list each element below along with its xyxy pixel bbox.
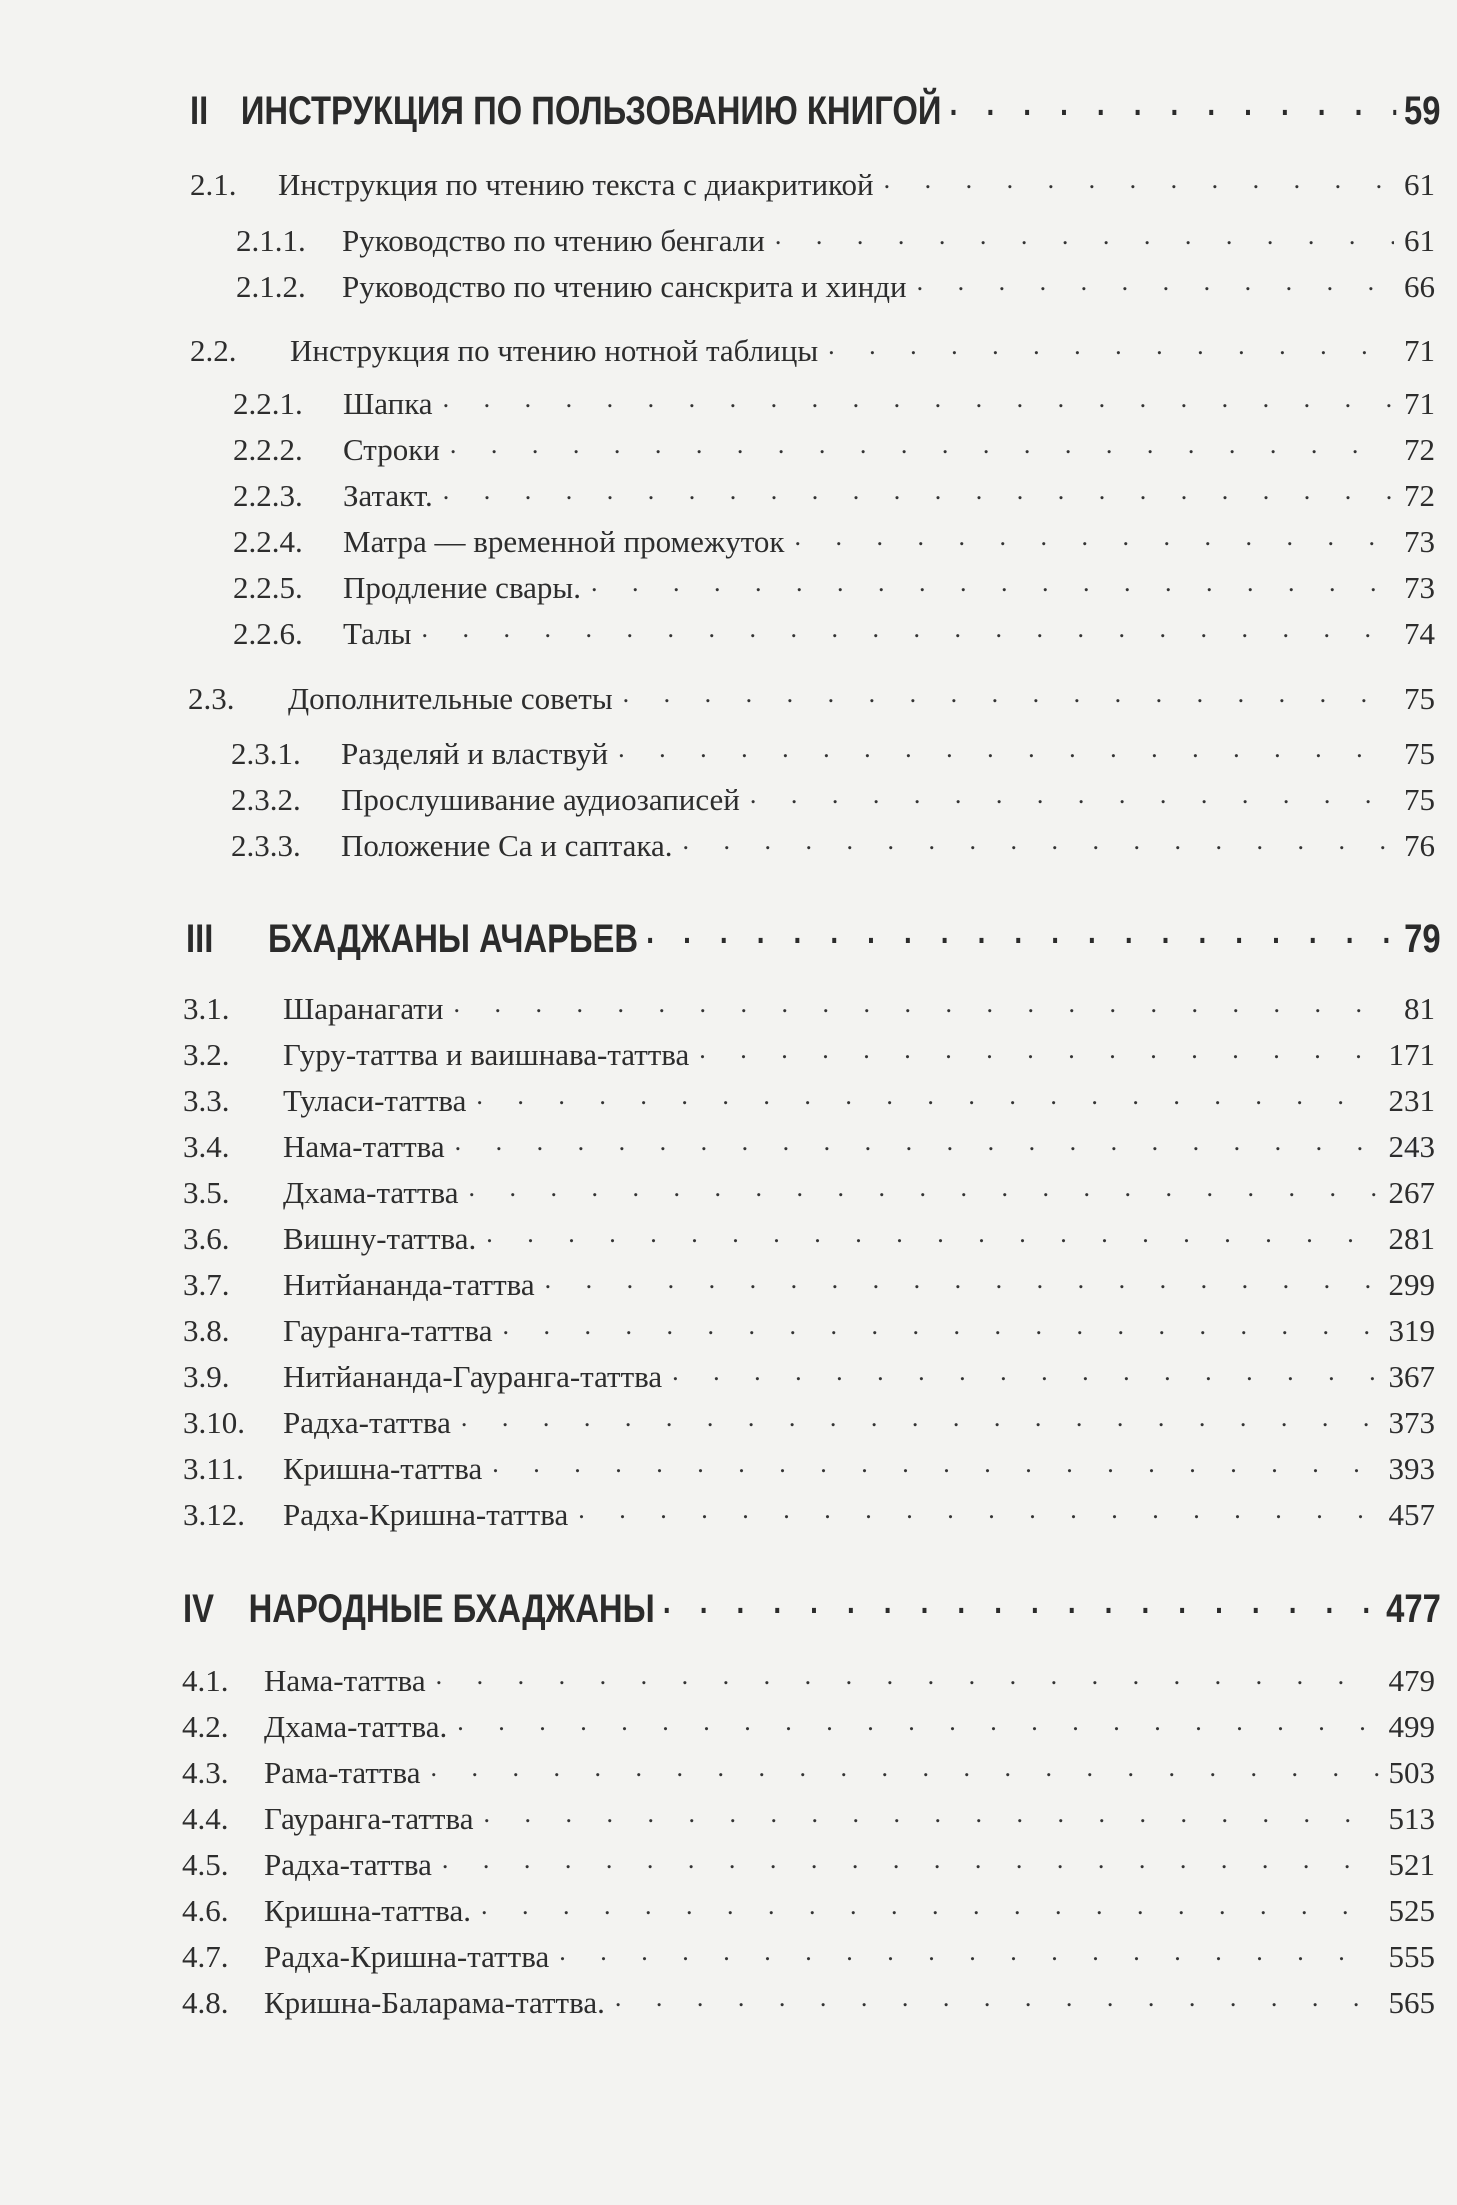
- entry-number: 4.3.: [182, 1755, 229, 1790]
- entry-page-number: 267: [1388, 1175, 1435, 1210]
- entry-number: 3.8.: [183, 1313, 230, 1348]
- entry-title: Талы: [343, 616, 412, 651]
- dot-leader: [623, 678, 1394, 709]
- part-title: ИНСТРУКЦИЯ ПО ПОЛЬЗОВАНИЮ КНИГОЙ: [240, 89, 942, 133]
- dot-leader: [468, 1172, 1378, 1203]
- dot-leader: [455, 1126, 1379, 1157]
- entry-title: Инструкция по чтению нотной таблицы: [290, 333, 819, 368]
- entry-title: Радха-таттва: [283, 1405, 451, 1440]
- entry-title: Затакт.: [343, 478, 433, 513]
- entry-title: Гуру-таттва и ваишнава-таттва: [283, 1037, 690, 1072]
- entry-page-number: 66: [1404, 269, 1435, 304]
- entry-number: 4.7.: [182, 1939, 229, 1974]
- dot-leader: [545, 1264, 1379, 1295]
- dot-leader: [615, 1982, 1379, 2013]
- toc-entry: [233, 383, 1435, 422]
- part-page-number: 79: [1404, 917, 1441, 961]
- part-numeral: III: [186, 917, 214, 961]
- entry-number: 4.5.: [182, 1847, 229, 1882]
- entry-number: 2.2.3.: [233, 478, 303, 513]
- toc-entry: [188, 678, 1435, 717]
- entry-number: 3.5.: [183, 1175, 230, 1210]
- entry-title: Кришна-таттва.: [264, 1893, 472, 1928]
- entry-page-number: 72: [1404, 432, 1435, 467]
- toc-entry: [183, 1356, 1435, 1395]
- entry-page-number: 243: [1388, 1129, 1435, 1164]
- dot-leader: [828, 330, 1394, 361]
- toc-entry: [182, 1890, 1435, 1929]
- entry-page-number: 74: [1404, 616, 1435, 651]
- dot-leader: [591, 567, 1394, 598]
- dot-leader: [917, 266, 1394, 297]
- entry-title: Радха-Кришна-таттва: [264, 1939, 550, 1974]
- entry-page-number: 81: [1404, 991, 1435, 1026]
- entry-number: 3.4.: [183, 1129, 230, 1164]
- entry-title: Кришна-таттва: [283, 1451, 483, 1486]
- entry-title: Нама-таттва: [283, 1129, 445, 1164]
- entry-page-number: 61: [1404, 223, 1435, 258]
- entry-number: 2.3.: [188, 681, 235, 716]
- dot-leader: [672, 1356, 1378, 1387]
- entry-title: Прослушивание аудиозаписей: [341, 782, 740, 817]
- toc-entry: [183, 1034, 1435, 1073]
- entry-page-number: 373: [1388, 1405, 1435, 1440]
- dot-leader: [492, 1448, 1378, 1479]
- entry-page-number: 499: [1388, 1709, 1435, 1744]
- dot-leader: [884, 164, 1394, 195]
- entry-page-number: 76: [1404, 828, 1435, 863]
- entry-title: Руководство по чтению бенгали: [342, 223, 765, 258]
- entry-number: 2.1.2.: [236, 269, 306, 304]
- dot-leader: [430, 1752, 1378, 1783]
- entry-page-number: 71: [1404, 333, 1435, 368]
- dot-leader: [750, 779, 1394, 810]
- entry-title: Туласи-таттва: [283, 1083, 467, 1118]
- entry-page-number: 479: [1388, 1663, 1435, 1698]
- dot-leader: [699, 1034, 1378, 1065]
- entry-title: Шапка: [343, 386, 433, 421]
- entry-number: 2.1.: [190, 167, 237, 202]
- part-numeral: II: [190, 89, 209, 133]
- entry-page-number: 503: [1388, 1755, 1435, 1790]
- entry-title: Дхама-таттва.: [264, 1709, 448, 1744]
- toc-entry: [183, 988, 1435, 1027]
- dot-leader: [483, 1798, 1378, 1829]
- entry-title: Нама-таттва: [264, 1663, 426, 1698]
- entry-page-number: 71: [1404, 386, 1435, 421]
- entry-number: 2.2.6.: [233, 616, 303, 651]
- dot-leader: [618, 733, 1394, 764]
- toc-entry: [183, 1172, 1435, 1211]
- entry-page-number: 457: [1388, 1497, 1435, 1532]
- entry-page-number: 75: [1404, 736, 1435, 771]
- part-title: НАРОДНЫЕ БХАДЖАНЫ: [248, 1587, 655, 1631]
- toc-entry: [236, 220, 1435, 259]
- entry-number: 4.1.: [182, 1663, 229, 1698]
- entry-title: Рама-таттва: [264, 1755, 421, 1790]
- dot-leader: [453, 988, 1394, 1019]
- dot-leader: [461, 1402, 1379, 1433]
- dot-leader: [502, 1310, 1378, 1341]
- entry-page-number: 393: [1388, 1451, 1435, 1486]
- entry-title: Продление свары.: [343, 570, 582, 605]
- toc-entry: [183, 1448, 1435, 1487]
- entry-title: Гауранга-таттва: [264, 1801, 474, 1836]
- entry-page-number: 367: [1388, 1359, 1435, 1394]
- dot-leader: [443, 475, 1394, 506]
- dot-leader: [443, 383, 1394, 414]
- entry-page-number: 525: [1388, 1893, 1435, 1928]
- entry-number: 3.10.: [183, 1405, 245, 1440]
- entry-page-number: 281: [1388, 1221, 1435, 1256]
- entry-number: 4.2.: [182, 1709, 229, 1744]
- entry-number: 2.2.: [190, 333, 237, 368]
- entry-title: Дхама-таттва: [283, 1175, 459, 1210]
- toc-entry: [236, 266, 1435, 305]
- toc-entry: [183, 1218, 1435, 1257]
- entry-page-number: 171: [1388, 1037, 1435, 1072]
- dot-leader: [578, 1494, 1378, 1525]
- entry-title: Гауранга-таттва: [283, 1313, 493, 1348]
- entry-title: Кришна-Баларама-таттва.: [264, 1985, 605, 2020]
- part-heading-4: [183, 1582, 1441, 1632]
- entry-number: 2.2.4.: [233, 524, 303, 559]
- toc-entry: [190, 330, 1435, 369]
- toc-entry: [182, 1752, 1435, 1791]
- toc-entry: [183, 1264, 1435, 1303]
- toc-entry: [183, 1126, 1435, 1165]
- entry-number: 3.2.: [183, 1037, 230, 1072]
- entry-title: Руководство по чтению санскрита и хинди: [342, 269, 907, 304]
- entry-number: 2.3.1.: [231, 736, 301, 771]
- dot-leader: [486, 1218, 1378, 1249]
- entry-title: Нитйананда-таттва: [283, 1267, 535, 1302]
- toc-entry: [183, 1080, 1435, 1119]
- entry-title: Матра — временной промежуток: [343, 524, 785, 559]
- entry-number: 3.7.: [183, 1267, 230, 1302]
- dot-leader: [476, 1080, 1378, 1111]
- entry-number: 2.2.5.: [233, 570, 303, 605]
- entry-number: 3.6.: [183, 1221, 230, 1256]
- entry-title: Инструкция по чтению текста с диакритикой: [278, 167, 874, 202]
- dot-leader: [775, 220, 1394, 251]
- entry-number: 4.6.: [182, 1893, 229, 1928]
- part-heading-3: [186, 912, 1441, 962]
- entry-number: 2.3.3.: [231, 828, 301, 863]
- entry-page-number: 299: [1388, 1267, 1435, 1302]
- toc-entry: [183, 1310, 1435, 1349]
- toc-entry: [182, 1798, 1435, 1837]
- entry-title: Шаранагати: [283, 991, 444, 1026]
- entry-number: 2.1.1.: [236, 223, 306, 258]
- entry-title: Радха-Кришна-таттва: [283, 1497, 569, 1532]
- entry-number: 3.1.: [183, 991, 230, 1026]
- entry-title: Нитйананда-Гауранга-таттва: [283, 1359, 663, 1394]
- entry-title: Радха-таттва: [264, 1847, 432, 1882]
- entry-number: 2.2.1.: [233, 386, 303, 421]
- entry-number: 2.2.2.: [233, 432, 303, 467]
- toc-entry: [182, 1844, 1435, 1883]
- toc-entry: [231, 733, 1435, 772]
- dot-leader: [450, 429, 1394, 460]
- entry-page-number: 513: [1388, 1801, 1435, 1836]
- dot-leader: [436, 1660, 1379, 1691]
- entry-number: 3.12.: [183, 1497, 245, 1532]
- dot-leader: [795, 521, 1395, 552]
- dot-leader: [683, 825, 1394, 856]
- entry-page-number: 555: [1388, 1939, 1435, 1974]
- entry-page-number: 73: [1404, 570, 1435, 605]
- entry-title: Строки: [343, 432, 440, 467]
- toc-entry: [182, 1936, 1435, 1975]
- entry-number: 3.3.: [183, 1083, 230, 1118]
- toc-entry: [233, 475, 1435, 514]
- part-page-number: 59: [1404, 89, 1441, 133]
- entry-page-number: 565: [1388, 1985, 1435, 2020]
- entry-page-number: 231: [1388, 1083, 1435, 1118]
- entry-title: Положение Са и саптака.: [341, 828, 673, 863]
- dot-leader: [646, 912, 1396, 952]
- toc-entry: [233, 429, 1435, 468]
- part-page-number: 477: [1386, 1587, 1441, 1631]
- entry-page-number: 73: [1404, 524, 1435, 559]
- entry-page-number: 319: [1388, 1313, 1435, 1348]
- entry-page-number: 521: [1388, 1847, 1435, 1882]
- dot-leader: [559, 1936, 1378, 1967]
- part-numeral: IV: [183, 1587, 214, 1631]
- entry-number: 4.8.: [182, 1985, 229, 2020]
- entry-page-number: 61: [1404, 167, 1435, 202]
- dot-leader: [442, 1844, 1379, 1875]
- entry-number: 4.4.: [182, 1801, 229, 1836]
- dot-leader: [663, 1582, 1378, 1622]
- dot-leader: [422, 613, 1395, 644]
- entry-number: 3.11.: [183, 1451, 244, 1486]
- entry-title: Дополнительные советы: [288, 681, 613, 716]
- toc-entry: [182, 1706, 1435, 1745]
- entry-number: 2.3.2.: [231, 782, 301, 817]
- toc-entry: [231, 825, 1435, 864]
- entry-title: Вишну-таттва.: [283, 1221, 477, 1256]
- entry-page-number: 75: [1404, 782, 1435, 817]
- toc-entry: [182, 1982, 1435, 2021]
- part-title: БХАДЖАНЫ АЧАРЬЕВ: [268, 917, 639, 961]
- dot-leader: [457, 1706, 1378, 1737]
- dot-leader: [481, 1890, 1378, 1921]
- dot-leader: [950, 84, 1396, 124]
- part-heading-2: [190, 84, 1441, 134]
- toc-entry: [231, 779, 1435, 818]
- entry-number: 3.9.: [183, 1359, 230, 1394]
- entry-page-number: 75: [1404, 681, 1435, 716]
- toc-entry: [190, 164, 1435, 203]
- toc-entry: [233, 521, 1435, 560]
- toc-entry: [233, 613, 1435, 652]
- toc-entry: [233, 567, 1435, 606]
- entry-page-number: 72: [1404, 478, 1435, 513]
- toc-entry: [183, 1402, 1435, 1441]
- entry-title: Разделяй и властвуй: [341, 736, 609, 771]
- toc-entry: [182, 1660, 1435, 1699]
- toc-entry: [183, 1494, 1435, 1533]
